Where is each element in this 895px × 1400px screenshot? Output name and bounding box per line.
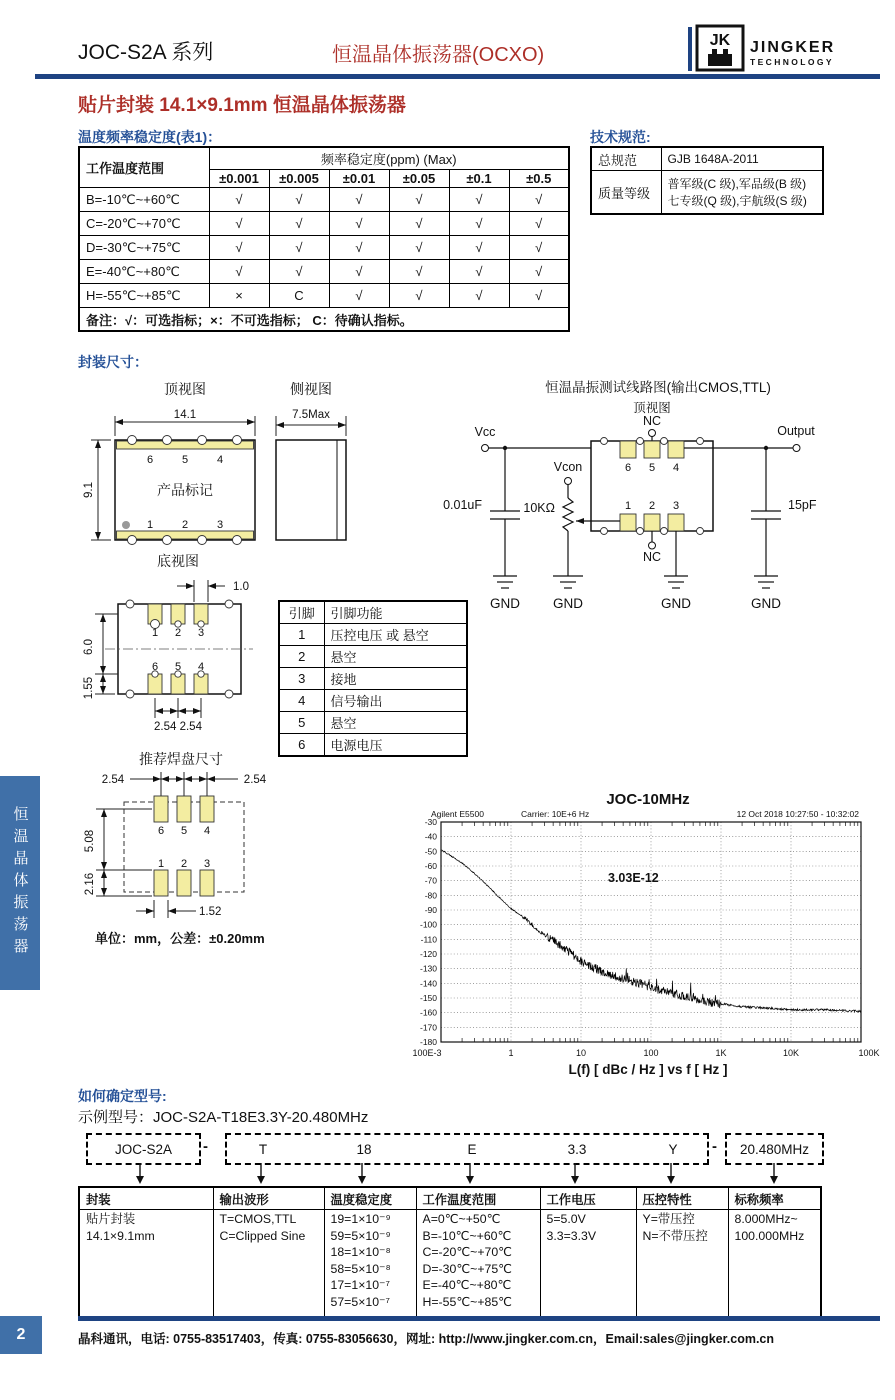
product-marking: 产品标记 bbox=[157, 482, 213, 498]
svg-text:-130: -130 bbox=[419, 963, 437, 974]
table-row bbox=[79, 1187, 821, 1210]
stability-note: 备注：√：可选指标；×：不可选指标； C：待确认指标。 bbox=[79, 308, 569, 332]
svg-text:-70: -70 bbox=[424, 875, 437, 886]
availability-mark: √ bbox=[509, 236, 569, 260]
pin-label: 3 bbox=[197, 627, 205, 639]
svg-text:1: 1 bbox=[508, 1048, 514, 1058]
availability-mark: √ bbox=[389, 236, 449, 260]
pin-label: 2 bbox=[174, 627, 182, 639]
pin-label: 3 bbox=[672, 500, 680, 512]
svg-text:-40: -40 bbox=[424, 831, 437, 842]
gnd-label: GND bbox=[490, 596, 520, 611]
output-label: Output bbox=[777, 424, 815, 438]
ordering-option: 5=5.0V bbox=[546, 1212, 586, 1226]
svg-text:-60: -60 bbox=[424, 861, 437, 871]
pin-label: 1 bbox=[151, 627, 159, 639]
table-row bbox=[79, 147, 569, 170]
down-arrow-icon bbox=[571, 1176, 579, 1184]
techspec-section-title: 技术规范: bbox=[590, 129, 651, 145]
ordering-column-header: 输出波形 bbox=[213, 1187, 324, 1210]
temp-range-cell: B=-10℃~+60℃ bbox=[79, 188, 209, 212]
pin-number: 3 bbox=[279, 668, 324, 690]
pin-label: 6 bbox=[151, 661, 159, 673]
ordering-option: 17=1×10⁻⁷ bbox=[330, 1278, 390, 1292]
chart-timestamp: 12 Oct 2018 10:27:50 - 10:32:02 bbox=[736, 809, 859, 819]
side-view-diagram bbox=[262, 378, 367, 558]
table-row bbox=[79, 212, 569, 236]
pin-number: 4 bbox=[279, 690, 324, 712]
side-tab-label: 恒温晶体振荡器 bbox=[11, 806, 29, 960]
availability-mark: √ bbox=[329, 236, 389, 260]
table-row bbox=[79, 308, 569, 332]
pin-label: 1 bbox=[146, 519, 154, 531]
example-model-line bbox=[78, 1106, 368, 1127]
table-row bbox=[79, 236, 569, 260]
availability-mark: √ bbox=[269, 260, 329, 284]
ppm-column-header: ±0.005 bbox=[269, 170, 329, 188]
pin-label: 5 bbox=[648, 462, 656, 474]
availability-mark: √ bbox=[449, 188, 509, 212]
svg-text:-170: -170 bbox=[419, 1022, 437, 1033]
availability-mark: √ bbox=[449, 260, 509, 284]
test-circuit-diagram bbox=[428, 378, 890, 630]
table-row bbox=[279, 601, 467, 624]
availability-mark: √ bbox=[209, 260, 269, 284]
model-separator: - bbox=[712, 1138, 717, 1155]
ppm-column-header: ±0.05 bbox=[389, 170, 449, 188]
logo-brand-sub: TECHNOLOGY bbox=[750, 57, 834, 67]
ordering-section-title: 如何确定型号: bbox=[78, 1088, 167, 1104]
ordering-option: C=-20℃~+70℃ bbox=[422, 1245, 512, 1259]
chart-annotation: 3.03E-12 bbox=[608, 871, 659, 885]
ppm-column-header: ±0.5 bbox=[509, 170, 569, 188]
model-segment: E bbox=[467, 1141, 477, 1157]
svg-text:-120: -120 bbox=[419, 949, 437, 959]
svg-text:-110: -110 bbox=[420, 934, 437, 945]
top-view-diagram bbox=[68, 378, 283, 558]
spec-value-line: 七专级(Q 级),宇航级(S 级) bbox=[667, 194, 807, 208]
left-pitch-dim: 2.54 bbox=[101, 774, 125, 786]
chart-carrier: Carrier: 10E+6 Hz bbox=[521, 809, 590, 819]
pin-label: 2 bbox=[648, 500, 656, 512]
ordering-column-values bbox=[324, 1210, 416, 1318]
ordering-option: 58=5×10⁻⁸ bbox=[330, 1261, 391, 1276]
table-row bbox=[279, 712, 467, 734]
availability-mark: × bbox=[209, 284, 269, 308]
ppm-column-header: ±0.01 bbox=[329, 170, 389, 188]
side-view-title: 侧视图 bbox=[290, 381, 332, 397]
table-row bbox=[279, 690, 467, 712]
pin-label: 5 bbox=[180, 825, 188, 837]
series-title: JOC-S2A 系列 bbox=[78, 41, 214, 64]
availability-mark: √ bbox=[209, 236, 269, 260]
bottom-view-diagram bbox=[65, 550, 290, 755]
table-row bbox=[591, 147, 823, 171]
pad-length-dim: 2.16 bbox=[84, 872, 96, 896]
logo-mark: JK bbox=[709, 32, 731, 49]
temp-range-cell: E=-40℃~+80℃ bbox=[79, 260, 209, 284]
pin-function: 电源电压 bbox=[324, 734, 467, 757]
ordering-option: D=-30℃~+75℃ bbox=[422, 1261, 512, 1276]
availability-mark: √ bbox=[449, 284, 509, 308]
ordering-option: 3.3=3.3V bbox=[546, 1228, 597, 1243]
stability-row-header: 工作温度范围 bbox=[79, 147, 209, 188]
availability-mark: √ bbox=[449, 212, 509, 236]
side-view-dim: 7.5Max bbox=[292, 409, 330, 421]
model-segment: T bbox=[258, 1141, 268, 1157]
pin-number: 1 bbox=[279, 624, 324, 646]
svg-text:-100: -100 bbox=[419, 919, 437, 930]
chart-xlabel: L(f) [ dBc / Hz ] vs f [ Hz ] bbox=[568, 1062, 728, 1077]
pin-label: 1 bbox=[624, 500, 632, 512]
model-box-series: JOC-S2A bbox=[86, 1133, 201, 1165]
table-row bbox=[279, 668, 467, 690]
pin-function: 悬空 bbox=[324, 646, 467, 668]
ordering-option: 57=5×10⁻⁷ bbox=[330, 1294, 390, 1309]
pin-label: 6 bbox=[146, 454, 154, 466]
pin-label: 4 bbox=[197, 661, 205, 673]
pin-func-col-header: 引脚功能 bbox=[324, 601, 467, 624]
ordering-table bbox=[78, 1186, 822, 1318]
ordering-option: 18=1×10⁻⁸ bbox=[330, 1245, 391, 1259]
model-segment: Y bbox=[668, 1141, 678, 1157]
ordering-option: 贴片封装 bbox=[86, 1212, 136, 1226]
ordering-option: C=Clipped Sine bbox=[219, 1228, 306, 1243]
pin1-index-dot bbox=[122, 521, 130, 529]
chart-instrument: Agilent E5500 bbox=[431, 809, 484, 819]
pitch-dim: 2.54 2.54 bbox=[154, 721, 202, 733]
pad-width-dim: 1.52 bbox=[199, 906, 222, 918]
ordering-option: T=CMOS,TTL bbox=[219, 1212, 297, 1226]
ordering-column-values bbox=[540, 1210, 636, 1318]
chart-title: JOC-10MHz bbox=[606, 791, 690, 808]
table-row bbox=[79, 1210, 821, 1318]
ordering-column-values bbox=[213, 1210, 324, 1318]
side-tab bbox=[0, 776, 40, 990]
ordering-column-header: 封装 bbox=[79, 1187, 213, 1210]
spec-label: 总规范 bbox=[591, 147, 661, 171]
pin-function: 信号输出 bbox=[324, 690, 467, 712]
pin-label: 5 bbox=[174, 661, 182, 673]
ordering-option: E=-40℃~+80℃ bbox=[422, 1278, 512, 1292]
availability-mark: √ bbox=[209, 212, 269, 236]
nc-label: NC bbox=[642, 550, 662, 564]
ordering-column-header: 温度稳定度 bbox=[324, 1187, 416, 1210]
down-arrow-icon bbox=[770, 1176, 778, 1184]
row-gap-dim: 6.0 bbox=[83, 639, 95, 655]
availability-mark: √ bbox=[389, 284, 449, 308]
unit-note: 单位：mm，公差：±0.20mm bbox=[95, 931, 265, 946]
svg-text:10: 10 bbox=[575, 1048, 587, 1058]
ordering-option: 8.000MHz~ bbox=[734, 1212, 798, 1226]
spec-label: 质量等级 bbox=[591, 171, 661, 215]
model-box-options bbox=[225, 1133, 709, 1165]
svg-text:-140: -140 bbox=[419, 978, 437, 989]
spec-value bbox=[661, 147, 823, 171]
pad-layout-diagram bbox=[66, 750, 296, 935]
circuit-view-label: 顶视图 bbox=[633, 401, 671, 415]
input-cap-label: 0.01uF bbox=[443, 498, 482, 512]
package-section-title: 封装尺寸： bbox=[78, 354, 148, 370]
gnd-label: GND bbox=[751, 596, 781, 611]
pin-label: 4 bbox=[203, 825, 211, 837]
availability-mark: √ bbox=[509, 212, 569, 236]
pin-label: 3 bbox=[203, 858, 211, 870]
availability-mark: √ bbox=[389, 212, 449, 236]
pin-number: 2 bbox=[279, 646, 324, 668]
svg-text:-30: -30 bbox=[424, 817, 437, 827]
table-row bbox=[279, 646, 467, 668]
svg-text:-90: -90 bbox=[424, 905, 437, 915]
stability-table bbox=[78, 146, 570, 332]
logo-brand: JINGKER bbox=[750, 39, 836, 56]
product-title: 恒温晶体振荡器(OCXO) bbox=[332, 44, 545, 66]
pin-function: 接地 bbox=[324, 668, 467, 690]
table-row bbox=[79, 260, 569, 284]
pin-label: 4 bbox=[216, 454, 224, 466]
brand-logo bbox=[688, 24, 888, 79]
stability-group-header: 频率稳定度(ppm) (Max) bbox=[209, 147, 569, 170]
pin-label: 1 bbox=[157, 858, 165, 870]
model-separator: - bbox=[203, 1138, 208, 1155]
ordering-option: 19=1×10⁻⁹ bbox=[330, 1212, 391, 1226]
gnd-label: GND bbox=[553, 596, 583, 611]
availability-mark: √ bbox=[209, 188, 269, 212]
ordering-option: H=-55℃~+85℃ bbox=[422, 1294, 512, 1309]
ordering-column-values bbox=[728, 1210, 821, 1318]
top-view-height-dim: 9.1 bbox=[83, 482, 95, 498]
vcc-label: Vcc bbox=[474, 425, 496, 439]
gnd-label: GND bbox=[661, 596, 691, 611]
pin-number: 5 bbox=[279, 712, 324, 734]
svg-text:10K: 10K bbox=[782, 1048, 800, 1058]
down-arrow-icon bbox=[257, 1176, 265, 1184]
table-row bbox=[279, 734, 467, 757]
pad-length-dim: 1.55 bbox=[83, 676, 95, 700]
availability-mark: √ bbox=[509, 284, 569, 308]
availability-mark: √ bbox=[329, 212, 389, 236]
pin-label: 6 bbox=[157, 825, 165, 837]
stability-section-title: 温度频率稳定度(表1)： bbox=[78, 129, 222, 145]
model-segment: 18 bbox=[356, 1141, 372, 1157]
spec-value-line: GJB 1648A-2011 bbox=[667, 152, 759, 166]
svg-text:100E-3: 100E-3 bbox=[412, 1048, 442, 1058]
footer-rule bbox=[78, 1316, 880, 1321]
table-row bbox=[591, 171, 823, 215]
availability-mark: √ bbox=[329, 260, 389, 284]
ordering-arrows bbox=[0, 1163, 895, 1185]
logo-blue-bar bbox=[688, 27, 692, 71]
right-pitch-dim: 2.54 bbox=[243, 774, 267, 786]
availability-mark: √ bbox=[389, 260, 449, 284]
ordering-option: A=0℃~+50℃ bbox=[422, 1212, 501, 1226]
pin-function-table bbox=[278, 600, 468, 757]
pin-label: 2 bbox=[181, 519, 189, 531]
svg-text:100K: 100K bbox=[858, 1048, 880, 1058]
svg-text:-150: -150 bbox=[419, 993, 437, 1003]
ppm-column-header: ±0.001 bbox=[209, 170, 269, 188]
down-arrow-icon bbox=[667, 1176, 675, 1184]
page-number: 2 bbox=[0, 1316, 42, 1354]
model-segment: 3.3 bbox=[567, 1141, 587, 1157]
pin-function: 悬空 bbox=[324, 712, 467, 734]
svg-text:-50: -50 bbox=[424, 846, 437, 857]
pin-label: 4 bbox=[672, 462, 680, 474]
pad-layout-title: 推荐焊盘尺寸 bbox=[139, 751, 223, 767]
ordering-column-header: 工作电压 bbox=[540, 1187, 636, 1210]
down-arrow-icon bbox=[136, 1176, 144, 1184]
availability-mark: √ bbox=[269, 188, 329, 212]
svg-text:100: 100 bbox=[643, 1048, 659, 1058]
techspec-table bbox=[590, 146, 824, 215]
top-view-width-dim: 14.1 bbox=[173, 409, 197, 421]
down-arrow-icon bbox=[358, 1176, 366, 1184]
down-arrow-icon bbox=[466, 1176, 474, 1184]
bottom-view-title: 底视图 bbox=[157, 553, 199, 569]
ordering-option: B=-10℃~+60℃ bbox=[422, 1228, 512, 1243]
bottom-pad-width-dim: 1.0 bbox=[233, 581, 249, 593]
spec-value-line: 普军级(C 级),军品级(B 级) bbox=[667, 177, 807, 191]
ordering-column-header: 标称频率 bbox=[728, 1187, 821, 1210]
phase-noise-chart bbox=[393, 786, 893, 1086]
header-rule bbox=[35, 74, 880, 79]
ppm-column-header: ±0.1 bbox=[449, 170, 509, 188]
pot-label: 10KΩ bbox=[523, 501, 555, 515]
pin-label: 6 bbox=[624, 462, 632, 474]
row-span-dim: 5.08 bbox=[84, 829, 96, 853]
nc-label: NC bbox=[642, 414, 662, 428]
ordering-column-values bbox=[79, 1210, 213, 1318]
temp-range-cell: D=-30℃~+75℃ bbox=[79, 236, 209, 260]
ordering-option: 14.1×9.1mm bbox=[86, 1228, 155, 1243]
pin-col-header: 引脚 bbox=[279, 601, 324, 624]
table-row bbox=[79, 284, 569, 308]
pin-function: 压控电压 或 悬空 bbox=[324, 624, 467, 646]
spec-value bbox=[661, 171, 823, 215]
availability-mark: √ bbox=[269, 212, 329, 236]
availability-mark: √ bbox=[509, 188, 569, 212]
table-row bbox=[279, 624, 467, 646]
availability-mark: √ bbox=[449, 236, 509, 260]
circuit-title: 恒温晶振测试线路图(输出CMOS,TTL) bbox=[545, 380, 771, 395]
pin-label: 2 bbox=[180, 858, 188, 870]
footer-text: 晶科通讯，电话: 0755-83517403，传真: 0755-83056630，网址: http://www.jingker.com.cn，Email:sales@jingker.com.cn bbox=[78, 1332, 775, 1346]
availability-mark: C bbox=[269, 284, 329, 308]
pin-number: 6 bbox=[279, 734, 324, 757]
ordering-option: 100.000MHz bbox=[734, 1228, 805, 1243]
svg-text:-180: -180 bbox=[419, 1037, 437, 1047]
availability-mark: √ bbox=[389, 188, 449, 212]
vcon-label: Vcon bbox=[553, 460, 583, 474]
output-cap-label: 15pF bbox=[788, 498, 817, 512]
availability-mark: √ bbox=[329, 284, 389, 308]
availability-mark: √ bbox=[509, 260, 569, 284]
temp-range-cell: C=-20℃~+70℃ bbox=[79, 212, 209, 236]
ordering-column-values bbox=[636, 1210, 728, 1318]
svg-text:-160: -160 bbox=[419, 1007, 437, 1018]
model-box-frequency: 20.480MHz bbox=[725, 1133, 824, 1165]
pin-label: 5 bbox=[181, 454, 189, 466]
ordering-column-header: 压控特性 bbox=[636, 1187, 728, 1210]
svg-text:-80: -80 bbox=[424, 890, 437, 901]
page-subtitle: 贴片封装 14.1×9.1mm 恒温晶体振荡器 bbox=[78, 95, 406, 116]
ordering-option: N=不带压控 bbox=[642, 1228, 708, 1243]
ordering-option: Y=带压控 bbox=[642, 1212, 695, 1226]
ordering-column-values bbox=[416, 1210, 540, 1318]
example-label: 示例型号： bbox=[78, 1109, 154, 1126]
svg-text:1K: 1K bbox=[715, 1048, 727, 1058]
top-view-title: 顶视图 bbox=[164, 381, 206, 397]
pin-label: 3 bbox=[216, 519, 224, 531]
availability-mark: √ bbox=[269, 236, 329, 260]
ordering-option: 59=5×10⁻⁹ bbox=[330, 1228, 391, 1243]
temp-range-cell: H=-55℃~+85℃ bbox=[79, 284, 209, 308]
ordering-column-header: 工作温度范围 bbox=[416, 1187, 540, 1210]
availability-mark: √ bbox=[329, 188, 389, 212]
example-value: JOC-S2A-T18E3.3Y-20.480MHz bbox=[153, 1109, 369, 1126]
table-row bbox=[79, 188, 569, 212]
